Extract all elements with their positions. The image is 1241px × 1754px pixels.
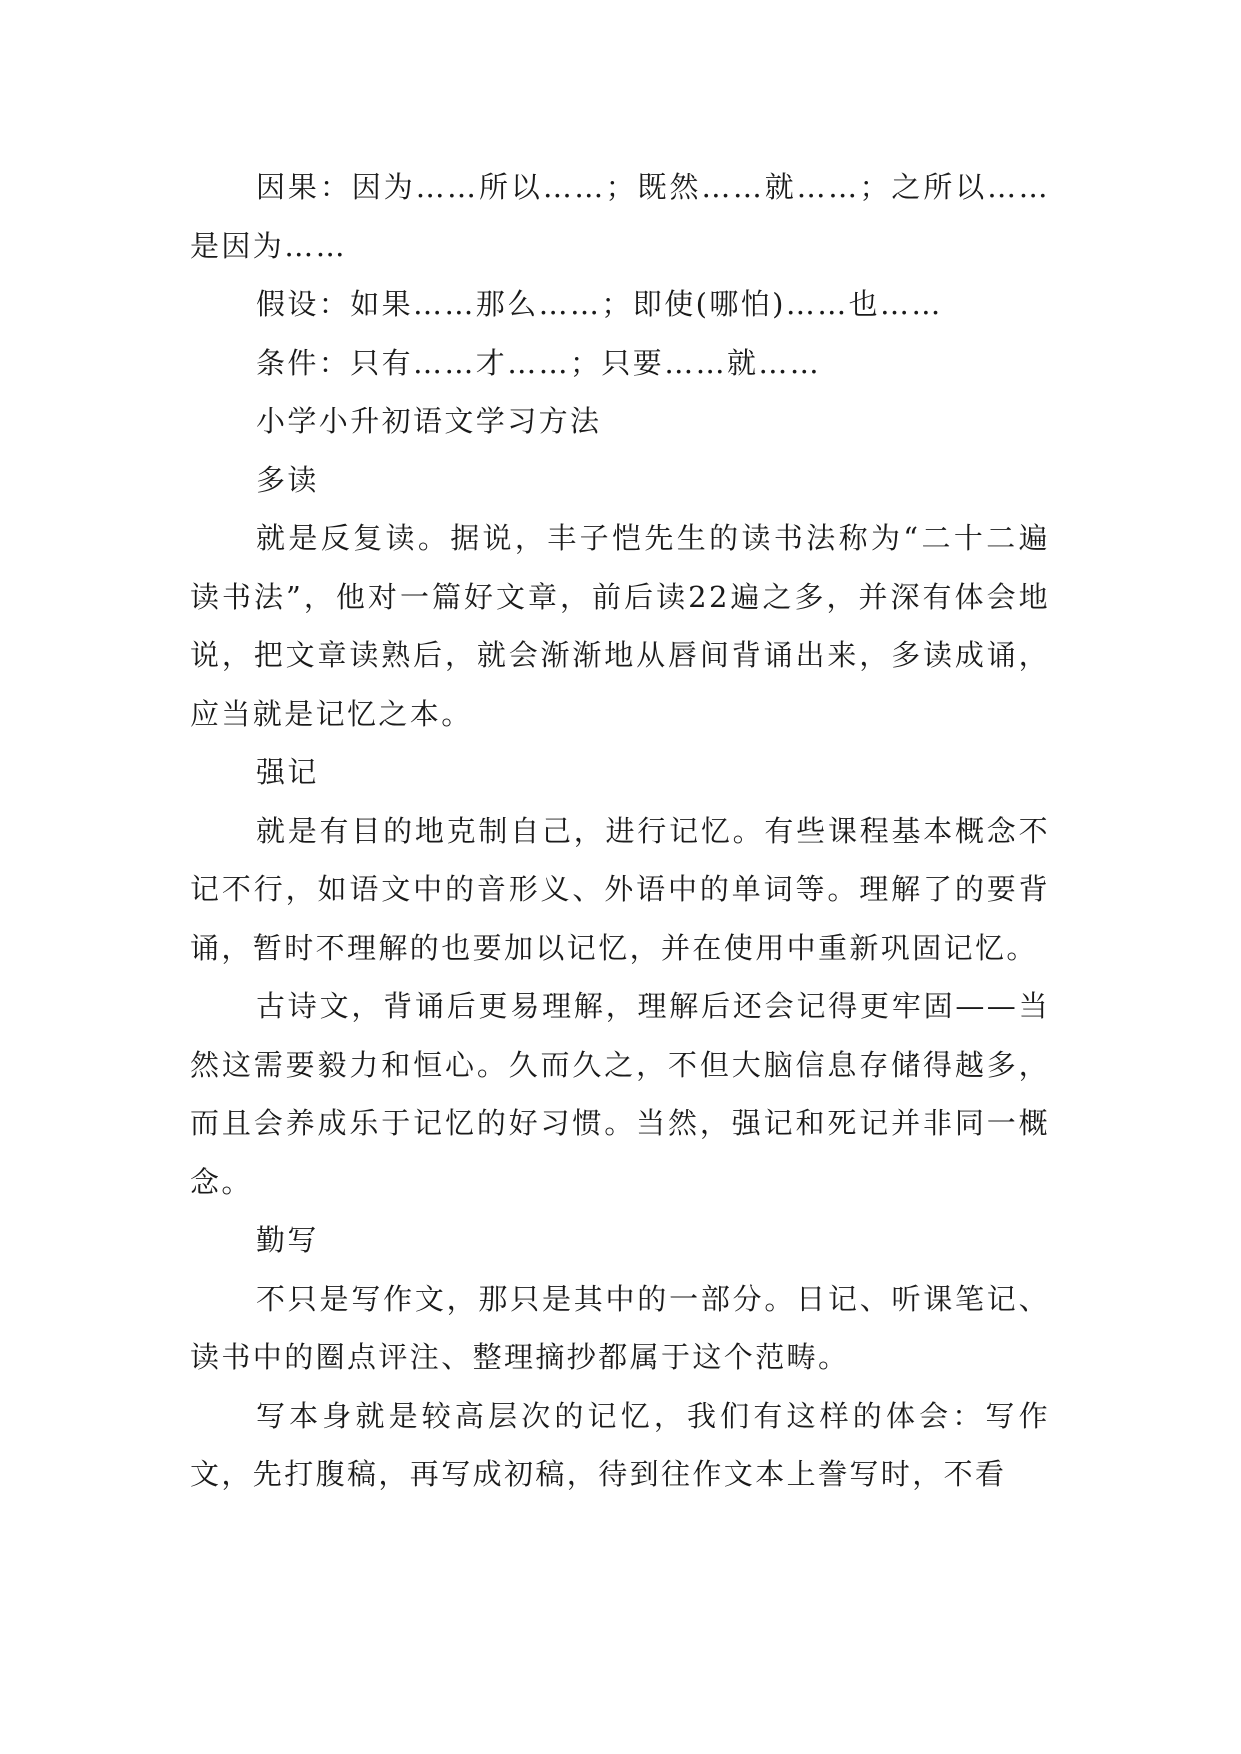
paragraph-causal-conjunctions: 因果：因为……所以……；既然……就……；之所以……是因为…… xyxy=(190,170,1050,263)
paragraph-memorize: 就是有目的地克制自己，进行记忆。有些课程基本概念不记不行，如语文中的音形义、外语中的单词等。理解了的要背诵，暂时不理解的也要加以记忆，并在使用中重新巩固记忆。 xyxy=(190,813,1050,965)
paragraph-hypothetical-conjunctions: 假设：如果……那么……；即使(哪怕)……也…… xyxy=(256,287,943,321)
paragraph-conditional-conjunctions: 条件：只有……才……；只要……就…… xyxy=(256,345,822,380)
paragraph-ancient-poetry: 古诗文，背诵后更易理解，理解后还会记得更牢固——当然这需要毅力和恒心。久而久之，不但大脑信息存储得越多，而且会养成乐于记忆的好习惯。当然，强记和死记并非同一概念。 xyxy=(190,989,1050,1199)
document-body xyxy=(190,158,1050,1504)
subheading-read-more: 多读 xyxy=(256,462,319,497)
section-heading-study-methods: 小学小升初语文学习方法 xyxy=(256,404,602,438)
paragraph-write-often: 不只是写作文，那只是其中的一部分。日记、听课笔记、读书中的圈点评注、整理摘抄都属于这个范畴。 xyxy=(190,1281,1050,1374)
subheading-write-often: 勤写 xyxy=(256,1223,319,1257)
paragraph-read-more: 就是反复读。据说，丰子恺先生的读书法称为“二十二遍读书法”，他对一篇好文章，前后读22遍之多，并深有体会地说，把文章读熟后，就会渐渐地从唇间背诵出来，多读成诵，应当就是记忆之本。 xyxy=(190,521,1050,731)
paragraph-writing-memory: 写本身就是较高层次的记忆，我们有这样的体会：写作文，先打腹稿，再写成初稿，待到往作文本上誊写时，不看 xyxy=(190,1398,1050,1491)
subheading-memorize: 强记 xyxy=(256,755,319,789)
